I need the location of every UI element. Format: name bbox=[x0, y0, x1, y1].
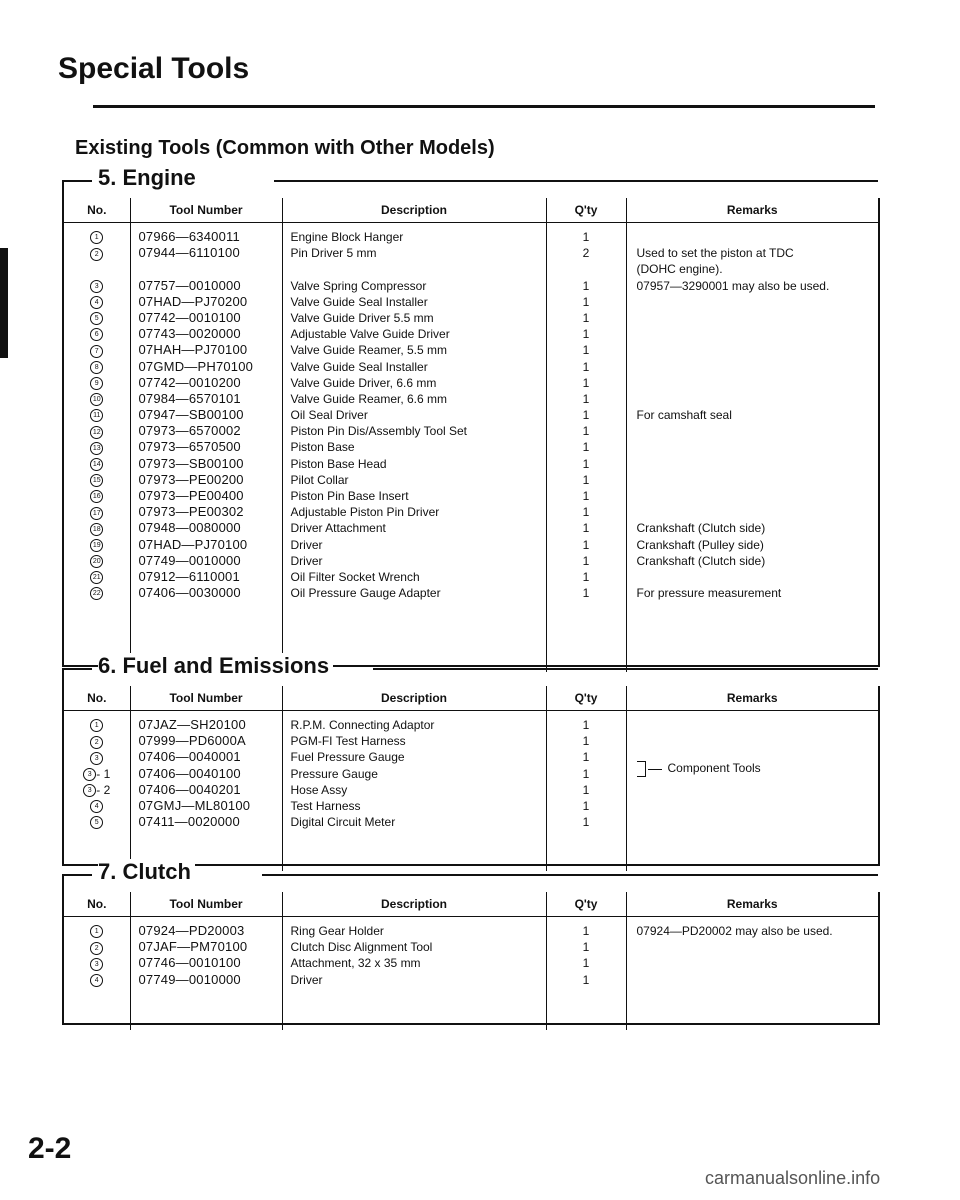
tool-number: 07HAD—PJ70100 bbox=[138, 536, 248, 552]
quantity: 1 bbox=[582, 424, 590, 439]
tool-number: 07742—0010200 bbox=[138, 374, 241, 390]
column-no bbox=[64, 711, 130, 872]
description: R.P.M. Connecting Adaptor bbox=[290, 718, 435, 732]
item-number bbox=[64, 814, 130, 830]
circled-number: 14 bbox=[90, 458, 103, 471]
tool-number: 07GMD—PH70100 bbox=[138, 358, 254, 374]
header-tool-number: Tool Number bbox=[130, 686, 282, 711]
description: Pressure Gauge bbox=[290, 766, 378, 781]
quantity: 1 bbox=[582, 391, 590, 406]
header-tool-number: Tool Number bbox=[130, 892, 282, 917]
item-number bbox=[64, 423, 130, 439]
column-desc bbox=[282, 223, 546, 673]
header-no: No. bbox=[64, 198, 130, 223]
remark-text bbox=[637, 359, 879, 375]
item-number bbox=[64, 955, 130, 971]
section-label: 5. Engine bbox=[98, 165, 200, 191]
component-tools-note bbox=[637, 760, 879, 780]
header-tool-number: Tool Number bbox=[130, 198, 282, 223]
quantity: 1 bbox=[582, 586, 590, 601]
quantity: 1 bbox=[582, 972, 590, 987]
header-qty: Q'ty bbox=[546, 892, 626, 917]
circled-number: 15 bbox=[90, 474, 103, 487]
description: Valve Spring Compressor bbox=[290, 278, 427, 293]
description: Valve Guide Driver, 6.6 mm bbox=[290, 375, 437, 390]
circled-number: 1 bbox=[90, 925, 103, 938]
remark-text bbox=[637, 717, 879, 733]
tool-table bbox=[62, 198, 880, 667]
quantity: 1 bbox=[582, 343, 590, 358]
table-body bbox=[64, 223, 878, 673]
table-body bbox=[64, 917, 878, 1031]
circled-number: 9 bbox=[90, 377, 103, 390]
remark-text: For pressure measurement bbox=[636, 586, 782, 601]
heading-tick-vertical bbox=[62, 180, 64, 200]
circled-number: 1 bbox=[90, 231, 103, 244]
heading-tick bbox=[62, 874, 92, 876]
description: Valve Guide Seal Installer bbox=[290, 359, 428, 374]
remark-text: (DOHC engine). bbox=[636, 262, 723, 277]
description: Valve Guide Reamer, 6.6 mm bbox=[290, 391, 448, 406]
section-heading bbox=[62, 653, 878, 686]
circled-number: 2 bbox=[90, 942, 103, 955]
tool-number: 07406—0030000 bbox=[138, 585, 241, 601]
circled-number: 3 bbox=[90, 752, 103, 765]
quantity: 1 bbox=[582, 537, 590, 552]
watermark: carmanualsonline.info bbox=[705, 1168, 881, 1188]
column-rem bbox=[626, 223, 878, 673]
item-suffix: - 2 bbox=[96, 782, 111, 797]
quantity: 1 bbox=[582, 553, 590, 568]
description: Hose Assy bbox=[290, 782, 348, 797]
remark-text bbox=[637, 456, 879, 472]
circled-number: 18 bbox=[90, 523, 103, 536]
item-suffix: - 1 bbox=[96, 766, 111, 781]
remark-text: 07924—PD20002 may also be used. bbox=[636, 924, 833, 938]
description: Valve Guide Seal Installer bbox=[290, 294, 428, 309]
column-desc bbox=[282, 917, 546, 1031]
item-number bbox=[64, 278, 130, 294]
description: Ring Gear Holder bbox=[290, 924, 384, 938]
item-number bbox=[64, 749, 130, 765]
tool-number: 07947—SB00100 bbox=[138, 407, 244, 423]
tool-number: 07973—PE00200 bbox=[138, 471, 244, 487]
item-number bbox=[64, 391, 130, 407]
tool-number: 07HAD—PJ70200 bbox=[138, 293, 248, 309]
title-rule bbox=[93, 105, 875, 108]
remark-text bbox=[637, 439, 879, 455]
quantity: 1 bbox=[582, 505, 590, 520]
tool-table bbox=[62, 686, 880, 866]
circled-number: 19 bbox=[90, 539, 103, 552]
remark-text bbox=[637, 326, 879, 342]
column-desc bbox=[282, 711, 546, 872]
description: PGM-FI Test Harness bbox=[290, 734, 406, 749]
description: Driver bbox=[290, 553, 323, 568]
tool-number: 07406—0040201 bbox=[138, 781, 241, 797]
header-remarks: Remarks bbox=[626, 892, 878, 917]
quantity: 1 bbox=[582, 798, 590, 813]
item-number bbox=[64, 229, 130, 245]
bracket-icon bbox=[637, 761, 646, 777]
description: Oil Seal Driver bbox=[290, 408, 368, 423]
tool-number: 07924—PD20003 bbox=[138, 923, 245, 938]
table-header-row bbox=[64, 198, 878, 223]
header-qty: Q'ty bbox=[546, 686, 626, 711]
item-number bbox=[64, 766, 130, 782]
header-qty: Q'ty bbox=[546, 198, 626, 223]
tool-number: 07749—0010000 bbox=[138, 971, 241, 987]
component-tools-label: Component Tools bbox=[667, 761, 761, 776]
remark-text bbox=[637, 733, 879, 749]
quantity: 1 bbox=[582, 359, 590, 374]
description: Oil Pressure Gauge Adapter bbox=[290, 586, 441, 601]
description: Piston Base bbox=[290, 440, 355, 455]
quantity: 1 bbox=[582, 956, 590, 971]
page-subtitle: Existing Tools (Common with Other Models) bbox=[75, 137, 495, 159]
circled-number: 3 bbox=[90, 280, 103, 293]
page-title: Special Tools bbox=[58, 52, 250, 85]
quantity: 1 bbox=[582, 472, 590, 487]
circled-number: 3 bbox=[83, 784, 96, 797]
remark-text: Used to set the piston at TDC bbox=[636, 246, 794, 261]
item-number bbox=[64, 326, 130, 342]
circled-number: 1 bbox=[90, 719, 103, 732]
table-header-row bbox=[64, 892, 878, 917]
tool-number: 07JAZ—SH20100 bbox=[138, 717, 246, 732]
header-description: Description bbox=[282, 686, 546, 711]
quantity: 1 bbox=[582, 924, 590, 938]
heading-tick-vertical bbox=[62, 874, 64, 894]
quantity: 1 bbox=[582, 456, 590, 471]
column-no bbox=[64, 223, 130, 673]
remark-text bbox=[637, 391, 879, 407]
tool-number: 07984—6570101 bbox=[138, 390, 241, 406]
tool-number: 07411—0020000 bbox=[138, 814, 240, 830]
quantity: 1 bbox=[582, 310, 590, 325]
description: Oil Filter Socket Wrench bbox=[290, 569, 420, 584]
column-qty bbox=[546, 223, 626, 673]
remark-text bbox=[637, 423, 879, 439]
header-no: No. bbox=[64, 686, 130, 711]
quantity: 1 bbox=[582, 278, 590, 293]
description: Pin Driver 5 mm bbox=[290, 246, 377, 261]
quantity: 1 bbox=[582, 940, 590, 955]
circled-number: 10 bbox=[90, 393, 103, 406]
circled-number: 6 bbox=[90, 328, 103, 341]
header-description: Description bbox=[282, 892, 546, 917]
circled-number: 13 bbox=[90, 442, 103, 455]
section-clutch bbox=[62, 859, 878, 1025]
tool-number: 07973—PE00302 bbox=[138, 504, 244, 520]
remark-text bbox=[637, 939, 879, 955]
row-gap bbox=[139, 261, 282, 277]
item-number bbox=[64, 585, 130, 601]
tool-number: 07406—0040100 bbox=[138, 765, 241, 781]
description: Piston Base Head bbox=[290, 456, 387, 471]
item-number bbox=[64, 553, 130, 569]
tool-number: 07HAH—PJ70100 bbox=[138, 342, 248, 358]
header-remarks: Remarks bbox=[626, 198, 878, 223]
circled-number: 16 bbox=[90, 490, 103, 503]
tool-number: 07757—0010000 bbox=[138, 277, 241, 293]
heading-line bbox=[262, 874, 878, 876]
circled-number: 4 bbox=[90, 974, 103, 987]
description: Pilot Collar bbox=[290, 472, 349, 487]
remark-text bbox=[637, 814, 879, 830]
circled-number: 17 bbox=[90, 507, 103, 520]
quantity: 1 bbox=[582, 230, 590, 244]
description: Clutch Disc Alignment Tool bbox=[290, 940, 433, 955]
description: Adjustable Piston Pin Driver bbox=[290, 505, 440, 520]
remark-text bbox=[637, 504, 879, 520]
item-number bbox=[64, 923, 130, 939]
item-number bbox=[64, 782, 130, 798]
section-heading bbox=[62, 859, 878, 892]
heading-line bbox=[373, 668, 878, 670]
item-number bbox=[64, 407, 130, 423]
table-header-row bbox=[64, 686, 878, 711]
remark-text bbox=[637, 229, 879, 245]
item-number bbox=[64, 375, 130, 391]
circled-number: 8 bbox=[90, 361, 103, 374]
tool-number: 07948—0080000 bbox=[138, 520, 241, 536]
remark-text bbox=[637, 472, 879, 488]
tool-number: 07JAF—PM70100 bbox=[138, 939, 248, 955]
quantity: 1 bbox=[582, 750, 590, 765]
column-tool bbox=[130, 917, 282, 1031]
tool-number: 07749—0010000 bbox=[138, 552, 241, 568]
quantity: 1 bbox=[582, 734, 590, 749]
item-number bbox=[64, 717, 130, 733]
column-qty bbox=[546, 917, 626, 1031]
remark-text bbox=[637, 342, 879, 358]
circled-number: 12 bbox=[90, 426, 103, 439]
quantity: 1 bbox=[582, 440, 590, 455]
remark-text bbox=[637, 375, 879, 391]
remark-text: 07957—3290001 may also be used. bbox=[636, 278, 830, 293]
remark-text bbox=[637, 955, 879, 971]
section-engine bbox=[62, 165, 878, 667]
quantity: 1 bbox=[582, 521, 590, 536]
quantity: 2 bbox=[582, 246, 590, 261]
remark-text bbox=[637, 798, 879, 814]
table-body bbox=[64, 711, 878, 872]
item-number bbox=[64, 359, 130, 375]
circled-number: 7 bbox=[90, 345, 103, 358]
item-number bbox=[64, 456, 130, 472]
item-number bbox=[64, 569, 130, 585]
item-number bbox=[64, 520, 130, 536]
remark-text: Crankshaft (Clutch side) bbox=[636, 553, 766, 568]
remark-text bbox=[637, 488, 879, 504]
remark-text bbox=[637, 294, 879, 310]
heading-tick bbox=[62, 180, 92, 182]
tool-number: 07746—0010100 bbox=[138, 955, 241, 971]
description: Attachment, 32 x 35 mm bbox=[290, 956, 421, 971]
column-rem bbox=[626, 917, 878, 1031]
item-number bbox=[64, 939, 130, 955]
circled-number: 4 bbox=[90, 800, 103, 813]
circled-number: 22 bbox=[90, 587, 103, 600]
remark-text bbox=[637, 310, 879, 326]
circled-number: 20 bbox=[90, 555, 103, 568]
description: Valve Guide Driver 5.5 mm bbox=[290, 310, 434, 325]
heading-tick-vertical bbox=[62, 668, 64, 688]
item-number bbox=[64, 294, 130, 310]
description: Driver bbox=[290, 537, 323, 552]
column-tool bbox=[130, 223, 282, 673]
row-gap bbox=[64, 261, 130, 277]
circled-number: 3 bbox=[83, 768, 96, 781]
bracket-line bbox=[648, 769, 662, 770]
row-gap bbox=[547, 261, 626, 277]
section-label: 6. Fuel and Emissions bbox=[98, 653, 333, 679]
quantity: 1 bbox=[582, 766, 590, 781]
column-tool bbox=[130, 711, 282, 872]
tool-number: 07973—PE00400 bbox=[138, 488, 244, 503]
quantity: 1 bbox=[582, 815, 590, 830]
tool-number: 07944—6110100 bbox=[138, 245, 240, 261]
tool-number: 07912—6110001 bbox=[138, 568, 240, 584]
circled-number: 2 bbox=[90, 248, 103, 261]
column-no bbox=[64, 917, 130, 1031]
item-number bbox=[64, 798, 130, 814]
description: Valve Guide Reamer, 5.5 mm bbox=[290, 343, 448, 358]
item-number bbox=[64, 439, 130, 455]
tool-number: 07973—6570002 bbox=[138, 423, 241, 439]
tool-table bbox=[62, 892, 880, 1025]
tool-number: 07742—0010100 bbox=[138, 309, 241, 325]
circled-number: 4 bbox=[90, 296, 103, 309]
heading-tick bbox=[62, 668, 92, 670]
header-description: Description bbox=[282, 198, 546, 223]
item-number bbox=[64, 537, 130, 553]
item-number bbox=[64, 245, 130, 261]
edge-tab-marker bbox=[0, 248, 8, 358]
circled-number: 11 bbox=[90, 409, 103, 422]
circled-number: 21 bbox=[90, 571, 103, 584]
description: Driver Attachment bbox=[290, 521, 386, 536]
column-qty bbox=[546, 711, 626, 872]
item-number bbox=[64, 488, 130, 504]
heading-line bbox=[274, 180, 878, 182]
quantity: 1 bbox=[582, 408, 590, 423]
tool-number: 07GMJ—ML80100 bbox=[138, 797, 251, 813]
quantity: 1 bbox=[582, 489, 590, 503]
circled-number: 3 bbox=[90, 958, 103, 971]
quantity: 1 bbox=[582, 375, 590, 390]
tool-number: 07406—0040001 bbox=[138, 749, 241, 765]
quantity: 1 bbox=[582, 718, 590, 732]
header-no: No. bbox=[64, 892, 130, 917]
remark-text: Crankshaft (Clutch side) bbox=[636, 521, 766, 536]
tool-number: 07743—0020000 bbox=[138, 326, 241, 342]
item-number bbox=[64, 472, 130, 488]
circled-number: 2 bbox=[90, 736, 103, 749]
circled-number: 5 bbox=[90, 312, 103, 325]
remark-text: For camshaft seal bbox=[636, 408, 732, 423]
circled-number: 5 bbox=[90, 816, 103, 829]
header-remarks: Remarks bbox=[626, 686, 878, 711]
item-number bbox=[64, 972, 130, 988]
tool-number: 07999—PD6000A bbox=[138, 733, 246, 749]
row-gap bbox=[291, 261, 546, 277]
remark-text bbox=[637, 569, 879, 585]
remark-text bbox=[637, 972, 879, 988]
tool-number: 07973—6570500 bbox=[138, 439, 241, 455]
description: Test Harness bbox=[290, 798, 361, 813]
description: Engine Block Hanger bbox=[290, 230, 404, 244]
description: Fuel Pressure Gauge bbox=[290, 750, 405, 765]
description: Driver bbox=[290, 972, 323, 987]
tool-number: 07973—SB00100 bbox=[138, 455, 244, 471]
quantity: 1 bbox=[582, 327, 590, 342]
item-number bbox=[64, 504, 130, 520]
description: Piston Pin Dis/Assembly Tool Set bbox=[290, 424, 468, 439]
page-number: 2-2 bbox=[28, 1132, 72, 1165]
remark-text: Crankshaft (Pulley side) bbox=[636, 537, 764, 552]
tool-number: 07966—6340011 bbox=[138, 229, 240, 244]
column-rem bbox=[626, 711, 878, 872]
item-number bbox=[64, 342, 130, 358]
item-number bbox=[64, 310, 130, 326]
quantity: 1 bbox=[582, 294, 590, 309]
quantity: 1 bbox=[582, 782, 590, 797]
remark-text bbox=[637, 782, 879, 798]
quantity: 1 bbox=[582, 569, 590, 584]
description: Digital Circuit Meter bbox=[290, 815, 396, 830]
description: Adjustable Valve Guide Driver bbox=[290, 327, 450, 342]
item-number bbox=[64, 733, 130, 749]
section-fuel-emissions bbox=[62, 653, 878, 866]
description: Piston Pin Base Insert bbox=[290, 489, 409, 503]
section-label: 7. Clutch bbox=[98, 859, 195, 885]
section-heading bbox=[62, 165, 878, 198]
